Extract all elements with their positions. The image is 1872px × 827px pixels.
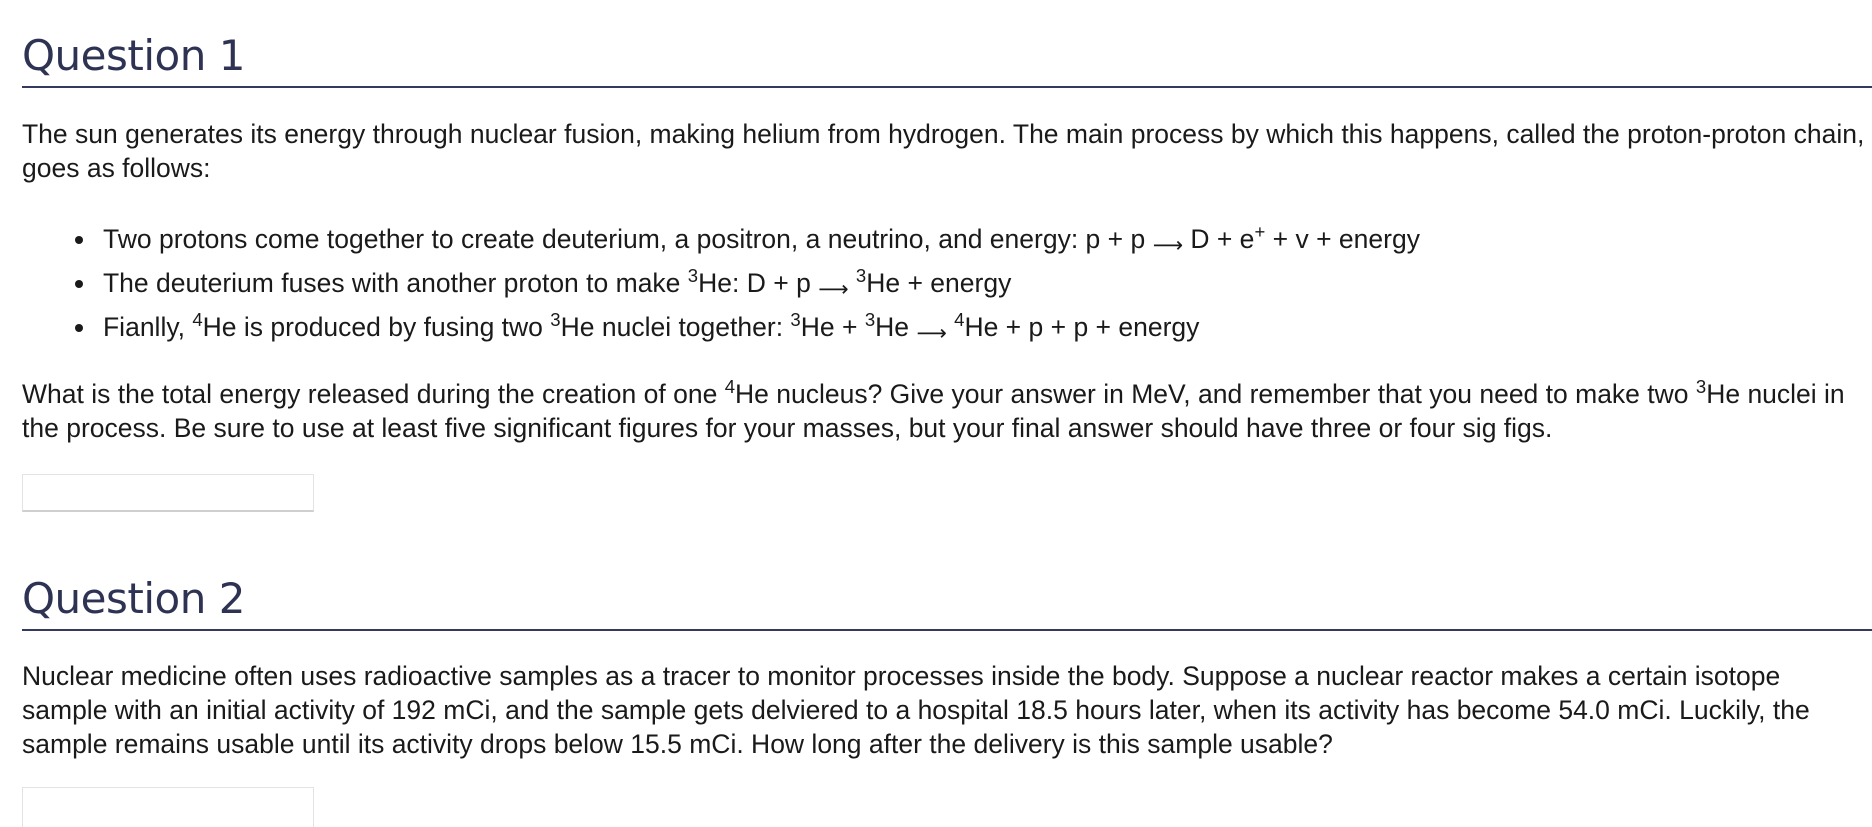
list-item-step-3: Fianlly, $^4$He is produced by fusing two $^3$He nuclei together: $^3$He + $^3$He ⟶ $^4$He + p + p + energy bbox=[22, 305, 1870, 349]
arrow-icon: ⟶ bbox=[1152, 234, 1183, 258]
question-1-intro: The sun generates its energy through nuclear fusion, making helium from hydrogen. The main process by which this happens, called the proton-proton chain, goes as follows: bbox=[22, 119, 1865, 183]
question-2-divider bbox=[22, 629, 1872, 631]
list-item-step-2: The deuterium fuses with another proton to make $^3$He: D + p ⟶ $^3$He + energy bbox=[22, 261, 1870, 305]
question-1-answer-input[interactable] bbox=[22, 474, 314, 512]
proton-chain-steps bbox=[22, 217, 1870, 349]
arrow-icon: ⟶ bbox=[818, 278, 849, 302]
question-1-title: Question 1 bbox=[22, 31, 245, 80]
equation-1: p + p ⟶ D + e+ + v + energy bbox=[1085, 220, 1420, 258]
question-2-answer-input[interactable] bbox=[22, 787, 314, 827]
list-item-step-1: Two protons come together to create deuterium, a positron, a neutrino, and energy: p + p ⟶ D + e+ + v + energy bbox=[22, 217, 1870, 261]
question-1-divider bbox=[22, 86, 1872, 88]
arrow-icon: ⟶ bbox=[916, 322, 947, 346]
question-2-body: Nuclear medicine often uses radioactive samples as a tracer to monitor processes inside the body. Suppose a nuclear reactor makes a certain isotope sample with an initial activity of 192 mCi, and the sample gets delviered to a hospital 18.5 hours later, when its activity has become 54.0 mCi. Luckily, the sample remains usable until its activity drops below 15.5 mCi. How long after the delivery is this sample usable? bbox=[22, 661, 1810, 759]
question-2-title: Question 2 bbox=[22, 574, 245, 623]
question-1-prompt: What is the total energy released during the creation of one $^4$He nucleus? Give your answer in MeV, and remember that you need to make two $^3$He nuclei in the process. Be sure to use at least five significant figures for your masses, but your final answer should have three or four sig figs. bbox=[22, 375, 1845, 443]
